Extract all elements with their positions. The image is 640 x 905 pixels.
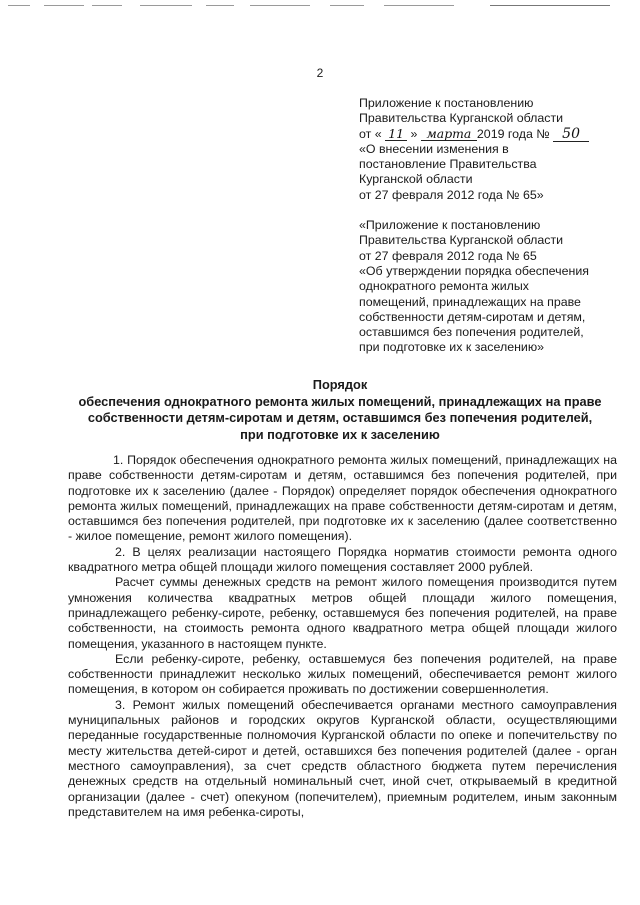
title-line: собственности детям-сиротам и детям, оставшимся без попечения родителей,: [87, 410, 593, 426]
original-line: однократного ремонта жилых: [359, 279, 529, 294]
original-line: Правительства Курганской области: [359, 233, 564, 248]
paragraph: Расчет суммы денежных средств на ремонт жилого помещения производится путем умножения количества квадратных метров общей площади жилого помещения, принадлежащего ребенку-сироте, ребенку, оставшемуся без попечения родителей, на праве собственности, на стоимость ремонта одного квадратного метра общей площади жилого помещения, указанного в настоящем пункте.: [68, 575, 617, 651]
paragraph: Если ребенку-сироте, ребенку, оставшемуся без попечения родителей, на праве собственности принадлежит несколько жилых помещений, обеспечивается ремонт жилого помещения, в котором он собирается проживать по достижении совершеннолетия.: [68, 651, 617, 697]
original-line: собственности детям-сиротам и детям,: [359, 309, 586, 324]
document-body: [68, 453, 617, 820]
original-line: «Об утверждении порядка обеспечения: [359, 263, 589, 278]
paragraph: 2. В целях реализации настоящего Порядка норматив стоимости ремонта одного квадратного метра общей площади жилого помещения составляет 2000 рублей.: [68, 544, 617, 575]
title-line: при подготовке их к заселению: [240, 426, 440, 442]
paragraph: 1. Порядок обеспечения однократного ремонта жилых помещений, принадлежащих на праве собственности детям-сиротам и детям, оставшимся без попечения родителей, при подготовке их к заселению (далее - Порядок) определяет порядок обеспечения однократного ремонта жилых помещений, принадлежащих на праве собственности детям-сиротам и детям, оставшимся без попечения родителей, при подготовке их к заселению (далее соответственно - жилое помещение, ремонт жилого помещения).: [68, 453, 617, 544]
appendix-line: Приложение к постановлению: [359, 96, 534, 110]
appendix-header: [359, 96, 619, 356]
appendix-line: от 27 февраля 2012 года № 65»: [359, 187, 544, 202]
original-line: помещений, принадлежащих на праве: [359, 294, 581, 309]
appendix-line: «О внесении изменения в: [359, 141, 509, 156]
appendix-line: постановление Правительства: [359, 157, 537, 172]
date-year: 2019 года №: [476, 126, 550, 141]
original-line: оставшимся без попечения родителей,: [359, 325, 584, 340]
title-line: Порядок: [312, 377, 368, 392]
original-line: «Приложение к постановлению: [359, 218, 541, 233]
date-prefix: от «: [359, 126, 382, 141]
paragraph: 3. Ремонт жилых помещений обеспечивается органами местного самоуправления муниципальных районов и городских округов Курганской области, осуществляющими переданные государственные полномочия Курганской области по опеке и попечительству по месту жительства детей-сирот и детей, оставшихся без попечения родителей (далее - орган местного самоуправления), за счет средств областного бюджета путем перечисления денежных средств на отдельный номинальный счет, иной счет, открываемый в кредитной организации (далее - счет) опекуном (попечителем), приемным родителем, иным законным представителем на имя ребенка-сироты,: [68, 697, 617, 819]
original-line: от 27 февраля 2012 года № 65: [359, 248, 537, 263]
title-line: обеспечения однократного ремонта жилых помещений, принадлежащих на праве: [78, 393, 602, 409]
appendix-line: Курганской области: [359, 172, 473, 187]
scan-edge-artifact: [0, 0, 640, 10]
handwritten-day: 11: [385, 127, 407, 141]
appendix-date-line: [359, 127, 619, 142]
handwritten-month: марта: [421, 127, 477, 141]
page-number: 2: [316, 66, 324, 80]
appendix-line: Правительства Курганской области: [359, 111, 564, 126]
document-title: [60, 377, 620, 443]
date-mid: »: [410, 126, 418, 141]
handwritten-number: 50: [553, 128, 589, 142]
original-line: при подготовке их к заселению»: [359, 340, 545, 355]
